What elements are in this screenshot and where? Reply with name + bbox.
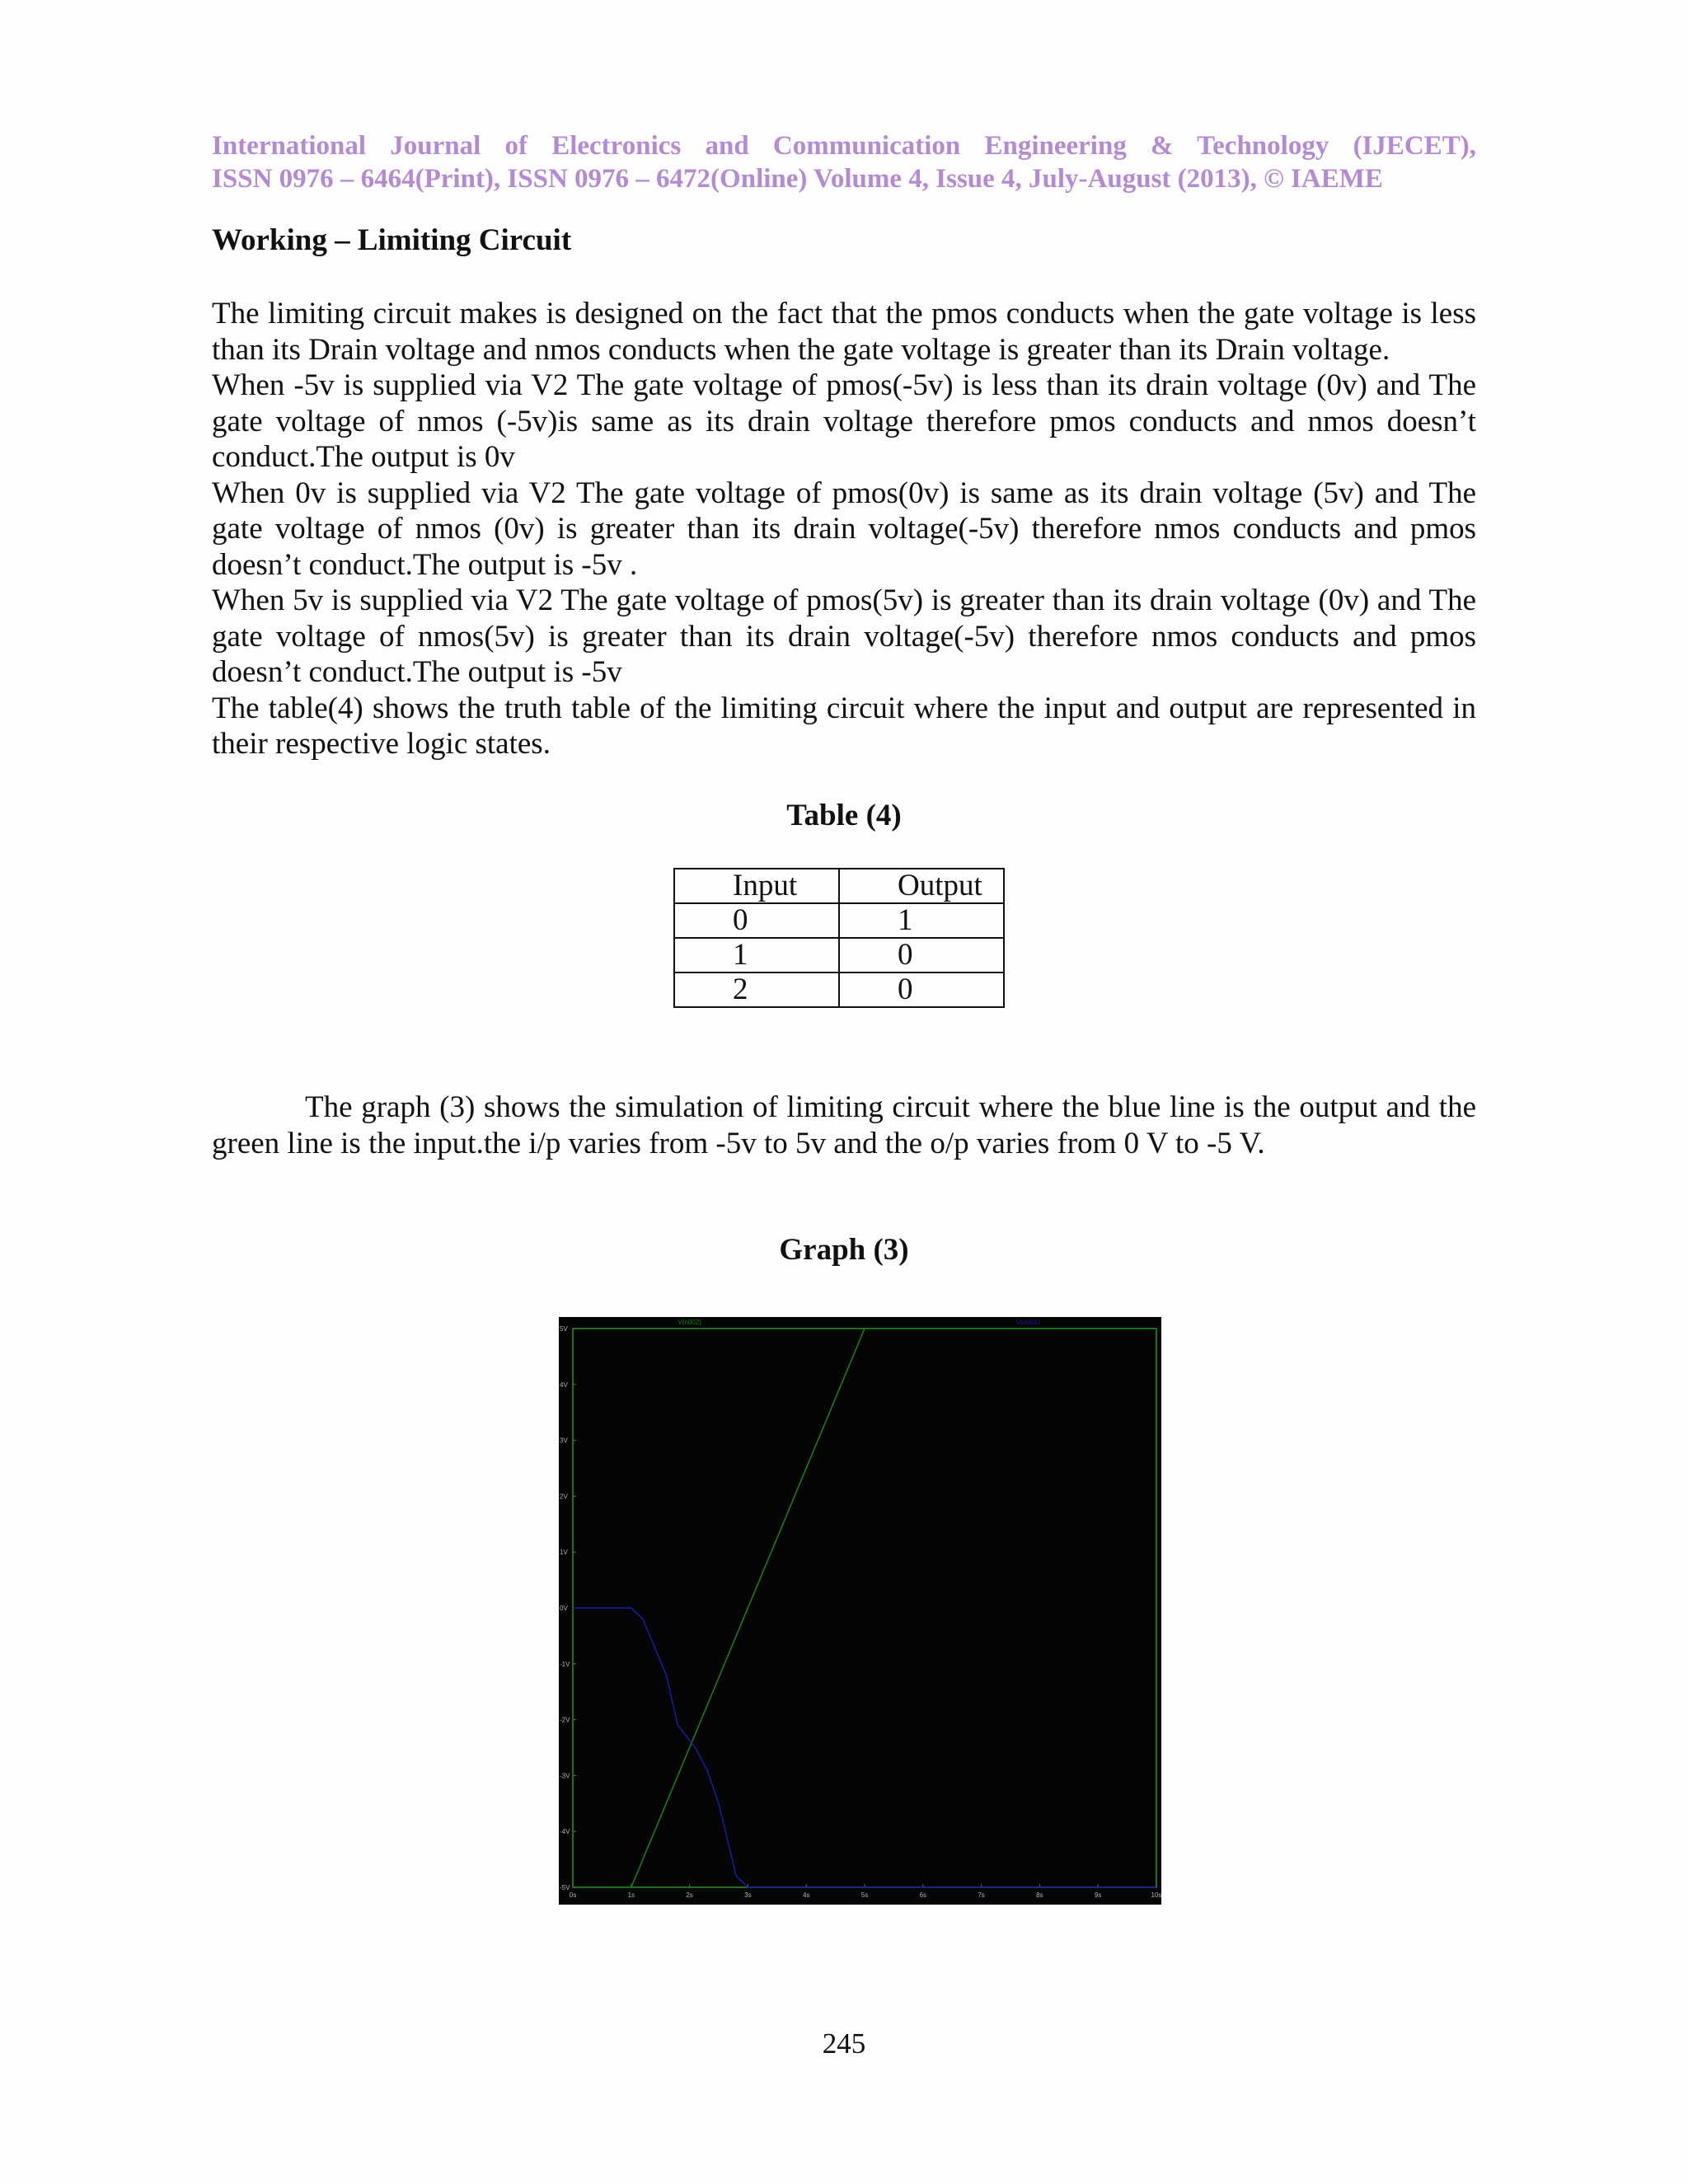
y-tick-label: 2V	[560, 1493, 568, 1501]
body-text	[212, 296, 1476, 762]
y-tick-label: -2V	[560, 1716, 570, 1724]
paragraph-4: When 5v is supplied via V2 The gate voltage of pmos(5v) is greater than its drain voltage (0v) and The gate voltage of nmos(5v) is greater than its drain voltage(-5v) therefore nmos conducts and pmos doesn’t conduct.The output is -5v	[212, 583, 1476, 689]
paragraph-5: The table(4) shows the truth table of the limiting circuit where the input and output are represented in their respective logic states.	[212, 691, 1476, 761]
table-header-cell: Output	[839, 869, 1004, 903]
x-tick-label: 6s	[919, 1891, 927, 1899]
y-tick-label: 0V	[560, 1605, 568, 1612]
x-tick-label: 3s	[744, 1891, 752, 1899]
table-row	[674, 903, 1004, 938]
y-tick-label: 4V	[560, 1380, 568, 1389]
table-row	[674, 972, 1004, 1007]
y-tick-label: -3V	[560, 1772, 570, 1780]
paragraph-2: When -5v is supplied via V2 The gate voltage of pmos(-5v) is less than its drain voltage (0v) and The gate voltage of nmos (-5v)is same as its drain voltage therefore pmos conducts and nmos doesn’t conduct.The output is 0v	[212, 368, 1476, 474]
table-header-cell: Input	[674, 869, 839, 903]
table-row	[674, 938, 1004, 972]
y-tick-label: 5V	[560, 1325, 568, 1333]
x-tick-label: 2s	[686, 1891, 693, 1899]
legend-label: V(n001)	[1016, 1319, 1040, 1326]
paragraph-3: When 0v is supplied via V2 The gate voltage of pmos(0v) is same as its drain voltage (5v) and The gate voltage of nmos (0v) is greater than its drain voltage(-5v) therefore nmos conducts and pmos doesn’t conduct.The output is -5v .	[212, 476, 1476, 582]
x-tick-label: 10s	[1151, 1891, 1161, 1899]
x-tick-label: 8s	[1036, 1891, 1043, 1899]
legend-label: V(n002)	[678, 1319, 701, 1326]
x-tick-label: 9s	[1094, 1891, 1102, 1899]
table-cell: 1	[839, 903, 1004, 938]
table-cell: 1	[674, 938, 839, 972]
graph-title: Graph (3)	[779, 1233, 909, 1267]
plot-background	[559, 1317, 1161, 1905]
y-tick-label: -1V	[560, 1660, 570, 1668]
journal-header-line2: ISSN 0976 – 6464(Print), ISSN 0976 – 6472(Online) Volume 4, Issue 4, July-August (2013), © IAEME	[212, 164, 1383, 194]
y-tick-label: -4V	[560, 1828, 570, 1836]
graph-paragraph	[212, 1090, 1476, 1161]
x-tick-label: 0s	[569, 1891, 577, 1899]
table-cell: 0	[839, 972, 1004, 1007]
table-cell: 0	[839, 938, 1004, 972]
paragraph-1: The limiting circuit makes is designed on the fact that the pmos conducts when the gate voltage is less than its Drain voltage and nmos conducts when the gate voltage is greater than its Drain voltage.	[212, 297, 1476, 367]
x-tick-label: 7s	[978, 1891, 985, 1899]
x-tick-label: 5s	[860, 1891, 869, 1899]
table-title: Table (4)	[786, 799, 902, 832]
graph-paragraph-text: The graph (3) shows the simulation of limiting circuit where the blue line is the output and the green line is the input.the i/p varies from -5v to 5v and the o/p varies from 0 V to -5 V.	[212, 1090, 1476, 1160]
truth-table	[673, 868, 1005, 1008]
table-cell: 0	[674, 903, 839, 938]
y-tick-label: 1V	[560, 1549, 568, 1557]
page-number: 245	[822, 2027, 866, 2060]
table-cell: 2	[674, 972, 839, 1007]
simulation-graph	[559, 1317, 1161, 1905]
y-tick-label: 3V	[560, 1436, 568, 1445]
table-header-row	[674, 869, 1004, 903]
y-tick-label: -5V	[560, 1884, 570, 1891]
journal-header	[212, 129, 1476, 195]
section-heading: Working – Limiting Circuit	[212, 223, 572, 257]
x-tick-label: 1s	[627, 1891, 635, 1899]
journal-header-line1: International Journal of Electronics and Communication Engineering & Technology (IJECET),	[212, 131, 1476, 161]
x-tick-label: 4s	[802, 1891, 810, 1899]
